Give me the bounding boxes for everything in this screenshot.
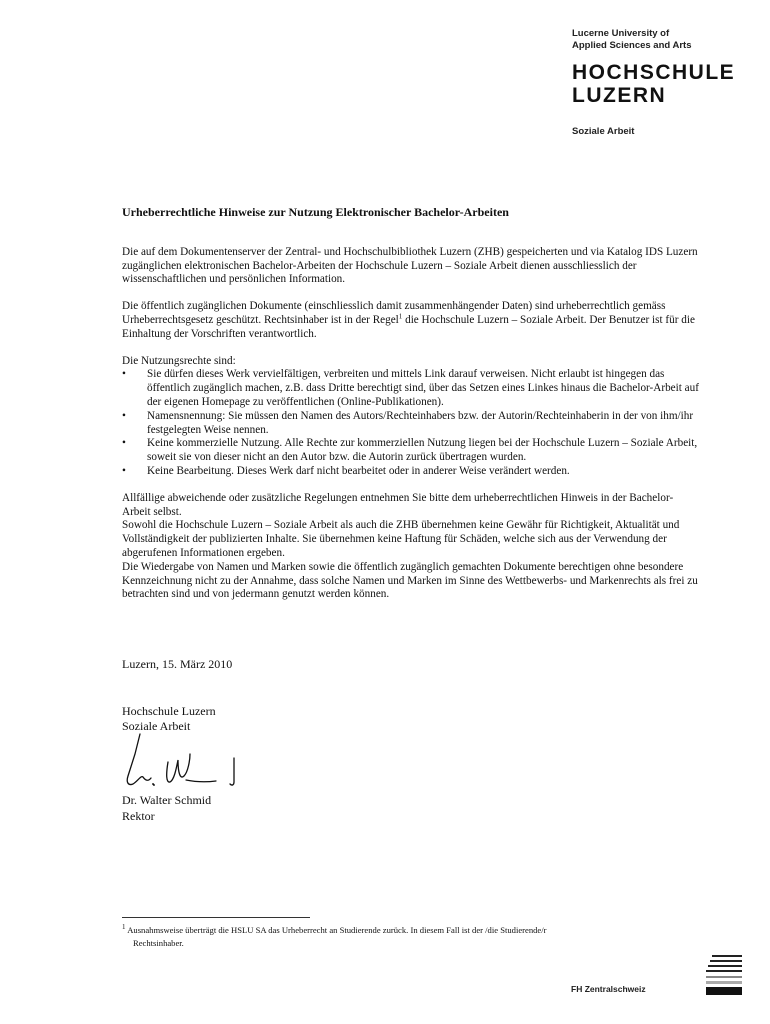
list-item-text: Keine Bearbeitung. Dieses Werk darf nicht bearbeitet oder in anderer Weise verändert werden. (147, 464, 570, 477)
bullet-icon: • (122, 368, 126, 381)
signature-image (116, 732, 246, 792)
paragraph-intro: Die auf dem Dokumentenserver der Zentral- und Hochschulbibliothek Luzern (ZHB) gespeicherten und via Katalog IDS Luzern zugänglichen elektronischen Bachelor-Arbeiten der Hochschule Luzern – Soziale Arbeit dienen ausschliesslich der wissenschaftlichen und persönlichen Information. (122, 245, 698, 286)
signer-name: Dr. Walter Schmid (122, 793, 212, 807)
paragraph-additional-rules: Allfällige abweichende oder zusätzliche Regelungen entnehmen Sie bitte dem urheberrechtlichen Hinweis in der Bachelor-Arbeit selbst. (122, 491, 674, 518)
footer-label: FH Zentralschweiz (571, 984, 646, 994)
list-item (122, 465, 700, 479)
paragraph-liability: Sowohl die Hochschule Luzern – Soziale Arbeit als auch die ZHB übernehmen keine Gewähr für Richtigkeit, Aktualität und Vollständigkeit der publizierten Inhalte. Sie übernehmen keine Haftung für Schäden, welche sich aus der Verwendung der abgerufenen Informationen ergeben. (122, 519, 680, 559)
list-item (122, 410, 700, 438)
footnote-reference: 1 (398, 312, 403, 321)
rights-intro: Die Nutzungsrechte sind: (122, 354, 236, 367)
bullet-icon: • (122, 464, 126, 477)
list-item (122, 368, 700, 409)
efqm-logo-icon (706, 955, 742, 995)
organization-name: Hochschule Luzern (122, 703, 216, 718)
list-item-text: Namensnennung: Sie müssen den Namen des Autors/Rechteinhabers bzw. der Autorin/Rechteinhaberin in der von ihm/ihr festgelegten Weise nennen. (147, 409, 694, 436)
paragraph-trademarks: Die Wiedergabe von Namen und Marken sowie die öffentlich zugänglich gemachten Dokumente berechtigen ohne besondere Kennzeichnung nicht zu der Annahme, dass solche Namen und Marken im Sinne des Wettbewerbs- und Markenrechts als frei zu betrachten sind und von jedermann genutzt werden können. (122, 560, 698, 601)
hslu-logo (572, 28, 762, 137)
signer-role: Rektor (122, 808, 155, 823)
bullet-icon: • (122, 409, 126, 422)
logo-university-line1: Lucerne University of (572, 28, 670, 39)
logo-university-line2: Applied Sciences and Arts (572, 40, 692, 51)
list-item-text: Sie dürfen dieses Werk vervielfältigen, verbreiten und mittels Link darauf verweisen. Nicht erlaubt ist hingegen das öffentlich zugänglich machen, z.B. dass Dritte berechtigt sind, über das Setzen eines Linkes hinaus die Bachelor-Arbeit auf der eigenen Homepage zu veröffentlichen (Online-Publikationen). (147, 368, 699, 408)
signer-block (122, 793, 211, 824)
logo-name-line2: LUZERN (572, 84, 667, 107)
paragraph-copyright (122, 300, 700, 341)
logo-name-line1: HOCHSCHULE (572, 61, 736, 84)
paragraph-copyright-b: die Hochschule Luzern – Soziale Arbeit. Der Benutzer ist für die Einhaltung der Vorschriften verantwortlich. (122, 313, 695, 340)
organization-department: Soziale Arbeit (122, 719, 191, 733)
rights-list (122, 368, 700, 478)
logo-department: Soziale Arbeit (572, 126, 635, 137)
document-body (122, 206, 700, 602)
place-date: Luzern, 15. März 2010 (122, 657, 233, 671)
footnote (122, 924, 682, 949)
list-item (122, 437, 700, 465)
footnote-text: Ausnahmsweise überträgt die HSLU SA das Urheberrecht an Studierende zurück. In diesem Fall ist der /die Studierende/r (127, 925, 547, 935)
list-item-text: Keine kommerzielle Nutzung. Alle Rechte zur kommerziellen Nutzung liegen bei der Hochschule Luzern – Soziale Arbeit, soweit sie von dieser nicht an den Autor bzw. die Autorin zurück übertragen wurden. (147, 437, 698, 464)
closing-block (122, 657, 232, 735)
bullet-icon: • (122, 437, 126, 450)
footnote-continuation: Rechtsinhaber. (133, 937, 184, 948)
document-title: Urheberrechtliche Hinweise zur Nutzung Elektronischer Bachelor-Arbeiten (122, 205, 509, 219)
paragraph-copyright-a: Die öffentlich zugänglichen Dokumente (einschliesslich damit zusammenhängender Daten) sind urheberrechtlich gemäss Urheberrechtsgesetz geschützt. Rechtsinhaber ist in der Regel (122, 300, 666, 326)
footnote-divider (122, 917, 310, 918)
footnote-number: 1 (122, 923, 126, 932)
